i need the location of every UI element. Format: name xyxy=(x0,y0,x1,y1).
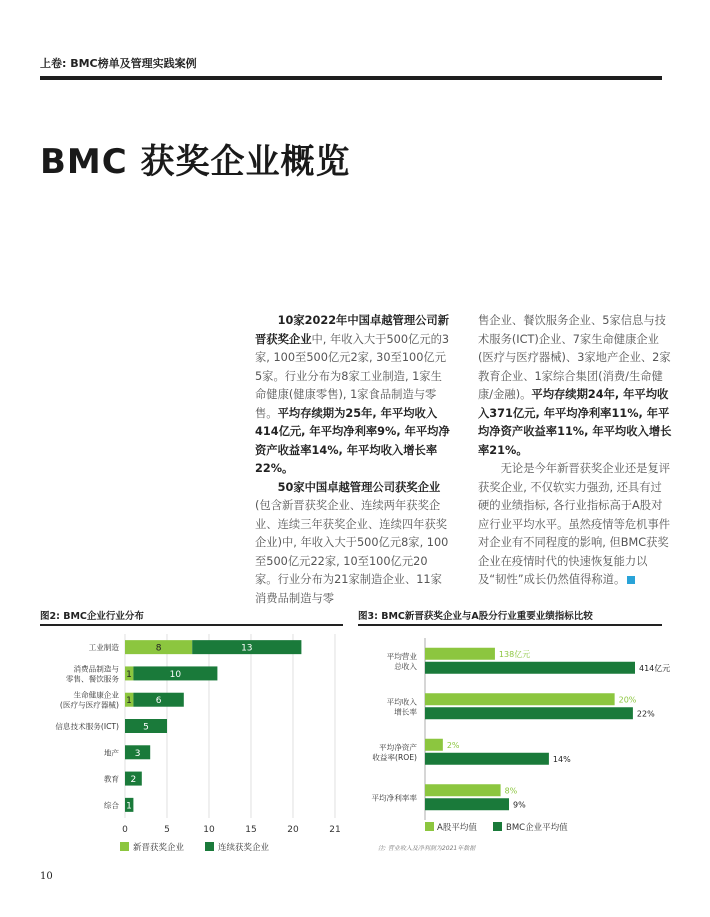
category-label: 平均净利率率 xyxy=(371,793,417,803)
x-tick-label: 20 xyxy=(287,825,299,835)
p1-text-a: 中, 年收入大于500亿元的3家, 100至500亿元2家, 30至100亿元5家。行业分布为8家工业制造, 1家生命健康(健康零售), 1家食品制造与零售。 xyxy=(255,332,450,420)
end-mark-icon xyxy=(627,576,635,584)
bar-value-label: 8% xyxy=(504,786,518,796)
bar-value-label: 2 xyxy=(130,775,137,786)
fig2-title: 图2: BMC企业行业分布 xyxy=(40,611,144,622)
bar xyxy=(425,739,443,751)
fig3-rule xyxy=(358,624,662,626)
category-label: 零售、餐饮服务 xyxy=(65,674,119,684)
fig3-title: 图3: BMC新晋获奖企业与A股分行业重要业绩指标比较 xyxy=(358,611,593,622)
page-title: BMC 获奖企业概览 xyxy=(40,142,351,182)
category-label: 信息技术服务(ICT) xyxy=(55,722,119,731)
bar-value-label: 1 xyxy=(126,696,132,707)
p2-bold-b: 平均存续期24年, 年平均收入371亿元, 年平均净利率11%, 年平均净资产收益率11%, 年平均收入增长率21%。 xyxy=(478,388,672,457)
category-label: 工业制造 xyxy=(88,643,119,653)
bar xyxy=(425,662,635,674)
category-label: 平均收入 xyxy=(386,697,417,707)
p2-bold-a: 50家中国卓越管理公司获奖企业 xyxy=(277,480,441,494)
legend-swatch-new xyxy=(120,842,129,851)
page-number: 10 xyxy=(40,871,53,882)
category-label: 综合 xyxy=(103,800,119,810)
body-column-right xyxy=(478,312,673,590)
x-tick-label: 15 xyxy=(245,825,257,835)
category-label: 地产 xyxy=(103,748,119,758)
category-label: 收益率(ROE) xyxy=(372,752,417,762)
p1-bold-a: 10家2022年中国卓越管理公司新晋获奖企业 xyxy=(255,314,450,346)
bar-value-label: 1 xyxy=(126,801,132,812)
bar-value-label: 3 xyxy=(134,748,141,759)
bar-value-label: 2% xyxy=(446,740,460,750)
paragraph-2-start xyxy=(255,479,450,609)
bar xyxy=(425,753,549,765)
legend-label-new: 新晋获奖企业 xyxy=(133,843,185,853)
fig3-chart xyxy=(350,630,670,840)
paragraph-1 xyxy=(255,312,450,479)
bar xyxy=(425,784,501,796)
legend-label-a-share: A股平均值 xyxy=(437,823,477,833)
bar xyxy=(425,707,633,719)
section-header: 上卷: BMC榜单及管理实践案例 xyxy=(40,57,197,70)
bar-value-label: 9% xyxy=(513,800,526,810)
legend-swatch-continuing xyxy=(205,842,214,851)
bar-value-label: 138亿元 xyxy=(498,649,531,659)
category-label: (医疗与医疗器械) xyxy=(59,700,119,710)
category-label: 增长率 xyxy=(394,707,417,717)
x-tick-label: 21 xyxy=(329,825,341,835)
p2-text-a-left: (包含新晋获奖企业、连续两年获奖企业、连续三年获奖企业、连续四年获奖企业)中, 年收入大于500亿元8家, 100至500亿元22家, 10至100亿元20家。行业分布为21家制造企业、11家消费品制造与零 xyxy=(255,499,449,605)
bar-value-label: 20% xyxy=(618,695,637,705)
bar-value-label: 22% xyxy=(636,709,655,719)
bar-value-label: 8 xyxy=(155,643,162,654)
bar-value-label: 13 xyxy=(241,643,253,654)
p3-text: 无论是今年新晋获奖企业还是复评获奖企业, 不仅软实力强劲, 还具有过硬的业绩指标, 各行业指标高于A股对应行业平均水平。虽然疫情等危机事件对企业有不同程度的影响, 但BMC获奖企业在疫情时代的快速恢复能力以及“韧性”成长仍然值得称道。 xyxy=(478,462,671,586)
category-label: 总收入 xyxy=(394,661,417,671)
bar xyxy=(425,798,509,810)
legend-swatch-bmc xyxy=(493,822,502,831)
bar-value-label: 10 xyxy=(169,669,182,680)
x-tick-label: 10 xyxy=(203,825,215,835)
bar-value-label: 5 xyxy=(143,722,149,733)
legend-swatch-a-share xyxy=(425,822,434,831)
header-rule xyxy=(40,76,662,80)
category-label: 平均营业 xyxy=(386,651,417,661)
bar-value-label: 414亿元 xyxy=(639,663,670,673)
p2-text-a-right: 售企业、餐饮服务企业、5家信息与技术服务(ICT)企业、7家生命健康企业(医疗与医疗器械)、3家地产企业、2家教育企业、1家综合集团(消费/生命健康/金融)。 xyxy=(478,314,671,401)
bar xyxy=(425,648,495,660)
paragraph-2-end xyxy=(478,312,673,460)
bar-value-label: 6 xyxy=(155,696,162,707)
category-label: 教育 xyxy=(103,774,119,784)
x-tick-label: 0 xyxy=(122,825,128,835)
legend-label-bmc: BMC企业平均值 xyxy=(506,823,568,833)
p1-bold-b: 平均存续期为25年, 年平均收入414亿元, 年平均净利率9%, 年平均净资产收益率14%, 年平均收入增长率22%。 xyxy=(255,406,450,475)
category-label: 平均净资产 xyxy=(379,742,417,752)
fig3-note: 注: 营业收入及净利润为2021年数据 xyxy=(378,845,476,852)
legend-label-continuing: 连续获奖企业 xyxy=(218,843,270,853)
x-tick-label: 5 xyxy=(164,825,170,835)
bar-value-label: 14% xyxy=(552,754,571,764)
body-column-left xyxy=(255,312,450,608)
bar-value-label: 1 xyxy=(126,669,132,680)
category-label: 消费品制造与 xyxy=(73,664,119,674)
bar xyxy=(425,693,615,705)
fig2-rule xyxy=(40,624,343,626)
category-label: 生命健康企业 xyxy=(73,690,119,700)
fig2-chart xyxy=(30,630,350,855)
paragraph-3 xyxy=(478,460,673,590)
